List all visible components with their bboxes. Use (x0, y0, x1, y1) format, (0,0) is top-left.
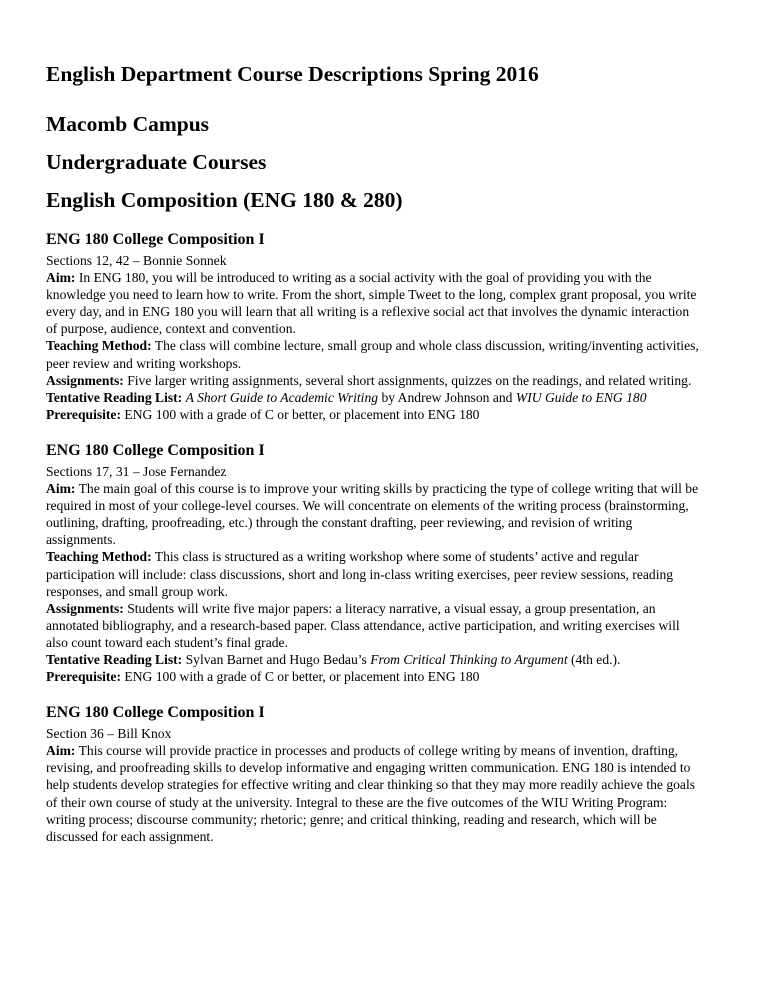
level-heading: Undergraduate Courses (46, 150, 267, 174)
course-sections: Sections 17, 31 – Jose Fernandez (46, 463, 227, 479)
method-text: The class will combine lecture, small group and whole class discussion, writing/inventing activities, peer review and writing workshops. (46, 338, 699, 371)
course-assignments (46, 372, 702, 389)
method-text: This class is structured as a writing workshop where some of students’ active and regular participation will include: class discussions, short and long in-class writing exercises, peer review sessions, reading responses, and small group work. (46, 549, 674, 599)
course-assignments (46, 600, 702, 651)
assignments-text: Five larger writing assignments, several short assignments, quizzes on the readings, and related writing. (127, 372, 692, 388)
method-label: Teaching Method: (46, 549, 152, 565)
aim-label: Aim: (46, 481, 76, 497)
reading-label: Tentative Reading List: (46, 651, 183, 667)
course-entry (46, 703, 702, 845)
prereq-text: ENG 100 with a grade of C or better, or placement into ENG 180 (124, 406, 480, 422)
reading-title: WIU Guide to ENG 180 (515, 389, 647, 405)
method-label: Teaching Method: (46, 338, 152, 354)
reading-text: Sylvan Barnet and Hugo Bedau’s (185, 651, 371, 667)
document-title: English Department Course Descriptions Spring 2016 (46, 62, 539, 86)
course-heading: ENG 180 College Composition I (46, 231, 265, 248)
course-entry (46, 230, 702, 423)
course-method (46, 337, 702, 371)
course-sections: Section 36 – Bill Knox (46, 726, 172, 742)
aim-text: In ENG 180, you will be introduced to writing as a social activity with the goal of providing you with the knowledge you need to learn how to write. From the short, simple Tweet to the long, complex grant proposal, you write every day, and in ENG 180 you will learn that all writing is a reflexive social act that involves the dynamic interaction of purpose, audience, context and convention. (46, 270, 697, 337)
course-entry (46, 441, 702, 685)
reading-title: From Critical Thinking to Argument (370, 651, 568, 667)
assignments-text: Students will write five major papers: a literacy narrative, a visual essay, a group presentation, an annotated bibliography, and a research-based paper. Class attendance, active participation, and writing exercises will also count toward each student’s final grade. (46, 600, 680, 650)
reading-label: Tentative Reading List: (46, 389, 183, 405)
course-prerequisite (46, 668, 702, 685)
course-heading: ENG 180 College Composition I (46, 441, 265, 459)
course-reading-list (46, 651, 702, 668)
prereq-label: Prerequisite: (46, 669, 121, 685)
reading-text: by Andrew Johnson and (378, 389, 516, 405)
reading-title: A Short Guide to Academic Writing (185, 389, 379, 405)
assignments-label: Assignments: (46, 372, 124, 388)
aim-label: Aim: (46, 270, 76, 286)
prereq-label: Prerequisite: (46, 406, 121, 422)
course-heading: ENG 180 College Composition I (46, 704, 265, 722)
course-aim (46, 480, 702, 548)
course-reading-list (46, 389, 702, 406)
campus-heading: Macomb Campus (46, 112, 210, 136)
aim-label: Aim: (46, 743, 76, 759)
aim-text: This course will provide practice in processes and products of college writing by means of invention, drafting, revising, and proofreading skills to develop informative and engaging written communication. ENG 180 is intended to help students develop strategies for effective writing and clear thinking so that they may more readily achieve the goals of their own course of study at the university. Integral to these are the five outcomes of the WIU Writing Program: writing process; discourse community; rhetoric; genre; and critical thinking, reading and research, which will be discussed for each assignment. (46, 743, 696, 844)
course-aim (46, 742, 702, 845)
course-aim (46, 269, 702, 337)
course-method (46, 548, 702, 599)
assignments-label: Assignments: (46, 600, 124, 616)
aim-text: The main goal of this course is to improve your writing skills by practicing the type of college writing that will be required in most of your college-level courses. We will concentrate on elements of the writing process (brainstorming, outlining, drafting, proofreading, etc.) through the constant drafting, peer reviewing, and revision of writing assignments. (46, 481, 699, 548)
course-sections: Sections 12, 42 – Bonnie Sonnek (46, 253, 227, 268)
reading-text: (4th ed.). (567, 651, 621, 667)
category-heading: English Composition (ENG 180 & 280) (46, 188, 403, 212)
prereq-text: ENG 100 with a grade of C or better, or placement into ENG 180 (124, 669, 480, 685)
course-prerequisite (46, 406, 702, 423)
